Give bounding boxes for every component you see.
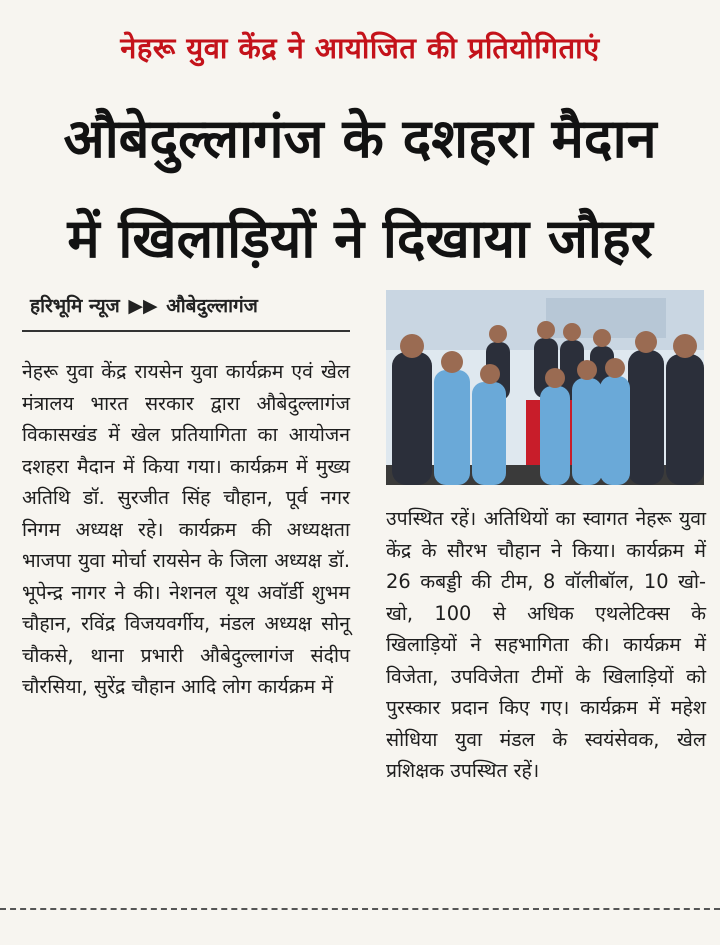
group-photo-image — [386, 290, 704, 485]
byline-rule — [22, 330, 350, 332]
article-text-right: उपस्थित रहें। अतिथियों का स्वागत नेहरू युवा केंद्र के सौरभ चौहान ने किया। कार्यक्रम में 26 कबड्डी की टीम, 8 वॉलीबॉल, 10 खो-खो, 100 से अधिक एथलेटिक्स के खिलाड़ियों ने सहभागिता की। कार्यक्रम में विजेता, उपविजेता टीमों के खिलाड़ियों को पुरस्कार प्रदान किए गए। कार्यक्रम में महेश सोधिया युवा मंडल के स्वयंसेवक, खेल प्रशिक्षक उपस्थित रहें। — [386, 507, 706, 782]
article-column-right — [386, 503, 706, 787]
byline-place: औबेदुल्लागंज — [166, 295, 258, 317]
article-text-left: नेहरू युवा केंद्र रायसेन युवा कार्यक्रम एवं खेल मंत्रालय भारत सरकार द्वारा औबेदुल्लागंज विकासखंड में खेल प्रतियागिता का आयोजन दशहरा मैदान में किया गया। कार्यक्रम में मुख्य अतिथि डॉ. सुरजीत सिंह चौहान, पूर्व नगर निगम अध्यक्ष रहे। कार्यक्रम की अध्यक्षता भाजपा युवा मोर्चा रायसेन के जिला अध्यक्ष डॉ. भूपेन्द्र नागर ने की। नेशनल यूथ अवॉर्डी शुभम चौहान, रविंद्र विजयवर्गीय, मंडल अध्यक्ष सोनू चौकसे, थाना प्रभारी औबेदुल्लागंज संदीप चौरसिया, सुरेंद्र चौहान आदि लोग कार्यक्रम में — [22, 360, 350, 698]
article-column-left — [22, 356, 350, 703]
byline-source: हरिभूमि न्यूज — [30, 295, 120, 317]
news-photo — [386, 290, 704, 485]
byline — [30, 292, 350, 318]
double-arrow-icon: ▶▶ — [128, 295, 158, 317]
headline-line-2: में खिलाड़ियों ने दिखाया जौहर — [67, 207, 653, 270]
dashed-divider — [0, 908, 720, 910]
headline-line-1: औबेदुल्लागंज के दशहरा मैदान — [63, 107, 657, 170]
kicker-headline: नेहरू युवा केंद्र ने आयोजित की प्रतियोगिताएं — [120, 31, 600, 65]
